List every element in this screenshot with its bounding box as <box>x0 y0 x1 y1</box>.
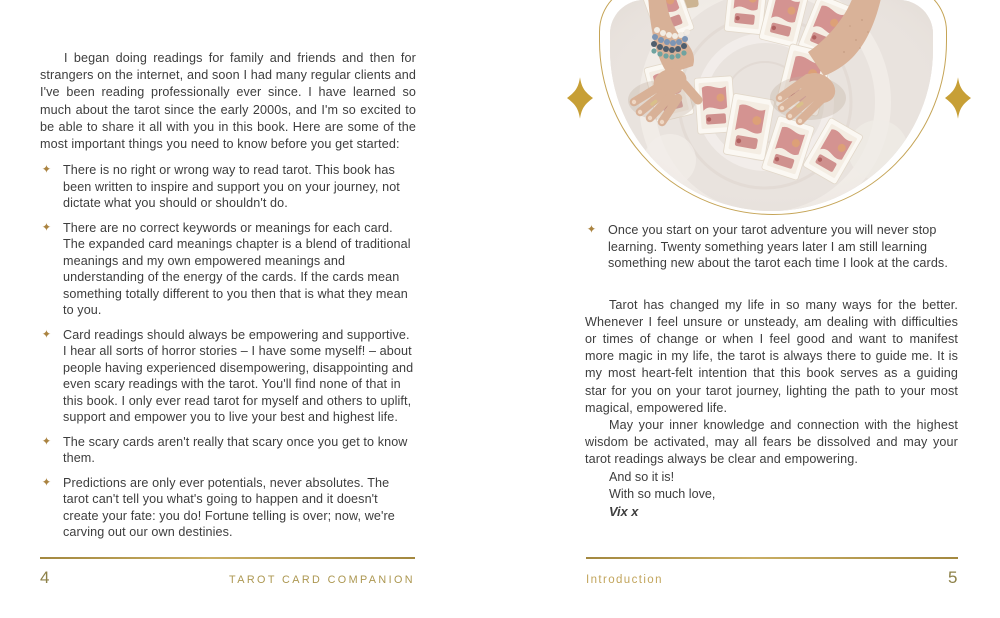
sparkle-bullet-icon: ✦ <box>41 164 52 177</box>
section-label: Introduction <box>586 573 663 586</box>
sparkle-icon <box>945 76 971 120</box>
list-item <box>40 434 416 467</box>
sparkle-bullet-icon: ✦ <box>41 221 52 234</box>
list-item-text: The scary cards aren't really that scary once you get to know them. <box>63 434 408 466</box>
list-item-text: Card readings should always be empowering and supportive. I hear all sorts of horror stories – I have some myself! – about people having experienced disempowering, disappointing and even scary readings with the tarot. You'll find none of that in this book. I only ever read tarot for myself and others to uplift, support and empower you to live your best and highest life. <box>63 327 414 425</box>
key-points-list <box>40 162 416 541</box>
body-paragraph: May your inner knowledge and connection with the highest wisdom be activated, may all fears be dissolved and may your tarot readings always be clear and empowering. <box>585 417 958 467</box>
page-number: 4 <box>40 567 50 587</box>
list-item <box>585 222 958 272</box>
sparkle-icon <box>567 76 593 120</box>
author-signature: Vix x <box>609 504 639 520</box>
closing-line: With so much love, <box>609 486 716 501</box>
list-item-text: There is no right or wrong way to read tarot. This book has been written to inspire and support you on your journey, not dictate what you should or shouldn't do. <box>63 163 400 211</box>
footer-rule <box>40 557 415 559</box>
body-paragraph: Tarot has changed my life in so many ways for the better. Whenever I feel unsure or unsteady, am dealing with difficulties or times of change or when I feel good and want to manifest more magic in my life, the tarot is always there to guide me. It is my most heart-felt intention that this book serves as a guiding star for you on your tarot journey, lighting the path to your most magical, empowered life. <box>585 297 958 415</box>
list-item-text: Once you start on your tarot adventure you will never stop learning. Twenty something years later I am still learning something new about the tarot each time I look at the cards. <box>608 223 948 270</box>
intro-paragraph: I began doing readings for family and friends and then for strangers on the internet, and soon I had many regular clients and I've been reading professionally ever since. I have learned so much about the tarot since the early 2000s, and I'm so excited to be able to share it all with you in this book. Here are some of the most important things you need to know before you get started: <box>40 51 416 152</box>
list-item <box>40 162 416 212</box>
left-page-footer <box>40 557 415 588</box>
sparkle-bullet-icon: ✦ <box>41 328 52 341</box>
footer-rule <box>586 557 958 559</box>
list-item-text: There are no correct keywords or meanings for each card. The expanded card meanings chapter is a blend of traditional meanings and my own empowered meanings and understanding of the energy of the cards. If the cards mean something totally different to you then that is what they mean to you. <box>63 220 411 318</box>
right-page-footer <box>586 557 958 588</box>
page-number: 5 <box>948 567 958 587</box>
tarot-reading-photo <box>610 0 933 211</box>
sparkle-bullet-icon: ✦ <box>586 224 597 236</box>
running-title: TAROT CARD COMPANION <box>229 573 415 586</box>
closing-line: And so it is! <box>609 469 675 484</box>
tarot-photo-illustration <box>610 0 933 211</box>
left-page-text-column <box>40 50 416 549</box>
list-item <box>40 475 416 541</box>
key-points-list <box>585 222 958 272</box>
list-item <box>40 220 416 319</box>
list-item <box>40 327 416 426</box>
sparkle-bullet-icon: ✦ <box>41 435 52 448</box>
list-item-text: Predictions are only ever potentials, never absolutes. The tarot can't tell you what's going to happen and it doesn't create your fate: you do! Fortune telling is over; now, we're carving out our own destinies. <box>63 475 395 540</box>
sparkle-bullet-icon: ✦ <box>41 476 52 489</box>
right-page-text-column <box>585 222 958 521</box>
